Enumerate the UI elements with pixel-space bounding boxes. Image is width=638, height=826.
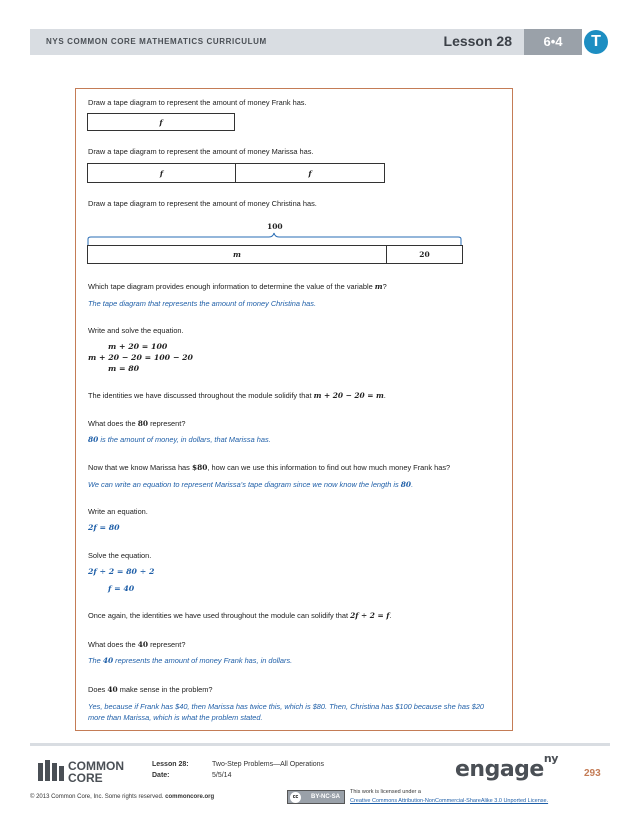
statement-identities-2: Once again, the identities we have used throughout the module can solidify that 2f ÷ 2 = f. (88, 611, 392, 620)
tape-marissa (87, 163, 385, 183)
content-box (75, 88, 513, 731)
tape-christina-20: 20 (419, 250, 430, 259)
curriculum-title: NYS COMMON CORE MATHEMATICS CURRICULUM (46, 37, 267, 46)
question-which-diagram: Which tape diagram provides enough information to determine the value of the variable m? (88, 282, 387, 291)
prompt-marissa: Draw a tape diagram to represent the amount of money Marissa has. (88, 147, 314, 156)
question-40: What does the 40 represent? (88, 640, 186, 649)
question-80: What does the 80 represent? (88, 419, 186, 428)
prompt-frank: Draw a tape diagram to represent the amount of money Frank has. (88, 98, 307, 107)
tape-frank-label: f (159, 117, 163, 127)
footer-lesson-key: Lesson 28: (152, 761, 189, 768)
equation-6: f = 40 (108, 584, 135, 593)
equation-5: 2f ÷ 2 = 80 ÷ 2 (88, 567, 155, 576)
cc-icon: cc (290, 792, 301, 803)
prompt-christina: Draw a tape diagram to represent the amount of money Christina has. (88, 199, 317, 208)
logo-text-common: COMMON (68, 759, 124, 773)
engageny-logo: engage$^{ny}$ (455, 751, 558, 782)
prompt-solve-equation: Solve the equation. (88, 551, 152, 560)
lesson-title: Lesson 28 (443, 33, 512, 49)
footer-lesson-val: Two-Step Problems—All Operations (212, 761, 325, 768)
answer-sense-line-1: Yes, because if Frank has $40, then Marissa has twice this, which is $80. Then, Christina has $100 because she has $20 (88, 702, 485, 711)
tape-frank (87, 113, 235, 131)
page-header (30, 29, 582, 55)
statement-identities: The identities we have discussed throughout the module solidify that m + 20 − 20 = m. (88, 391, 386, 400)
copyright: © 2013 Common Core, Inc. Some rights reserved. commoncore.org (30, 794, 215, 800)
common-core-logo (38, 759, 138, 783)
tape-marissa-cell-1: f (88, 164, 236, 182)
equation-2: m + 20 − 20 = 100 − 20 (88, 353, 193, 362)
tape-christina-m: m (88, 246, 387, 263)
answer-which-diagram: The tape diagram that represents the amount of money Christina has. (88, 299, 317, 308)
answer-80: 80 is the amount of money, in dollars, that Marissa has. (88, 435, 271, 444)
footer-rule (30, 743, 610, 746)
license-link[interactable]: Creative Commons Attribution-NonCommercial-ShareAlike 3.0 Unported License. (350, 798, 549, 804)
logo-text-core: CORE (68, 771, 103, 785)
footer-date-key: Date: (152, 772, 170, 779)
question-frank: Now that we know Marissa has $80, how can we use this information to find out how much money Frank has? (88, 463, 451, 472)
grade-module: 6•4 (524, 29, 582, 55)
equation-3: m = 80 (108, 364, 140, 373)
prompt-write-equation: Write an equation. (88, 507, 148, 516)
equation-4: 2f = 80 (88, 523, 120, 532)
brace-label: 100 (267, 222, 283, 231)
equation-1: m + 20 = 100 (108, 342, 168, 351)
teacher-badge: T (584, 30, 608, 54)
prompt-write-solve: Write and solve the equation. (88, 326, 184, 335)
license-line-1: This work is licensed under a (350, 789, 421, 795)
cc-license-badge: cc BY-NC-SA (287, 790, 345, 804)
answer-frank: We can write an equation to represent Marissa’s tape diagram since we now know the length is 80. (88, 480, 414, 489)
answer-40: The 40 represents the amount of money Frank has, in dollars. (88, 656, 293, 665)
brace-icon (87, 232, 463, 246)
tape-christina (87, 245, 463, 264)
footer-date-val: 5/5/14 (212, 772, 232, 779)
answer-sense-line-2: more than Marissa, which is what the problem stated. (88, 713, 263, 722)
common-core-logo-icon (38, 760, 66, 782)
question-sense: Does 40 make sense in the problem? (88, 685, 213, 694)
tape-marissa-cell-2: f (308, 168, 312, 178)
page-number: 293 (584, 768, 601, 779)
